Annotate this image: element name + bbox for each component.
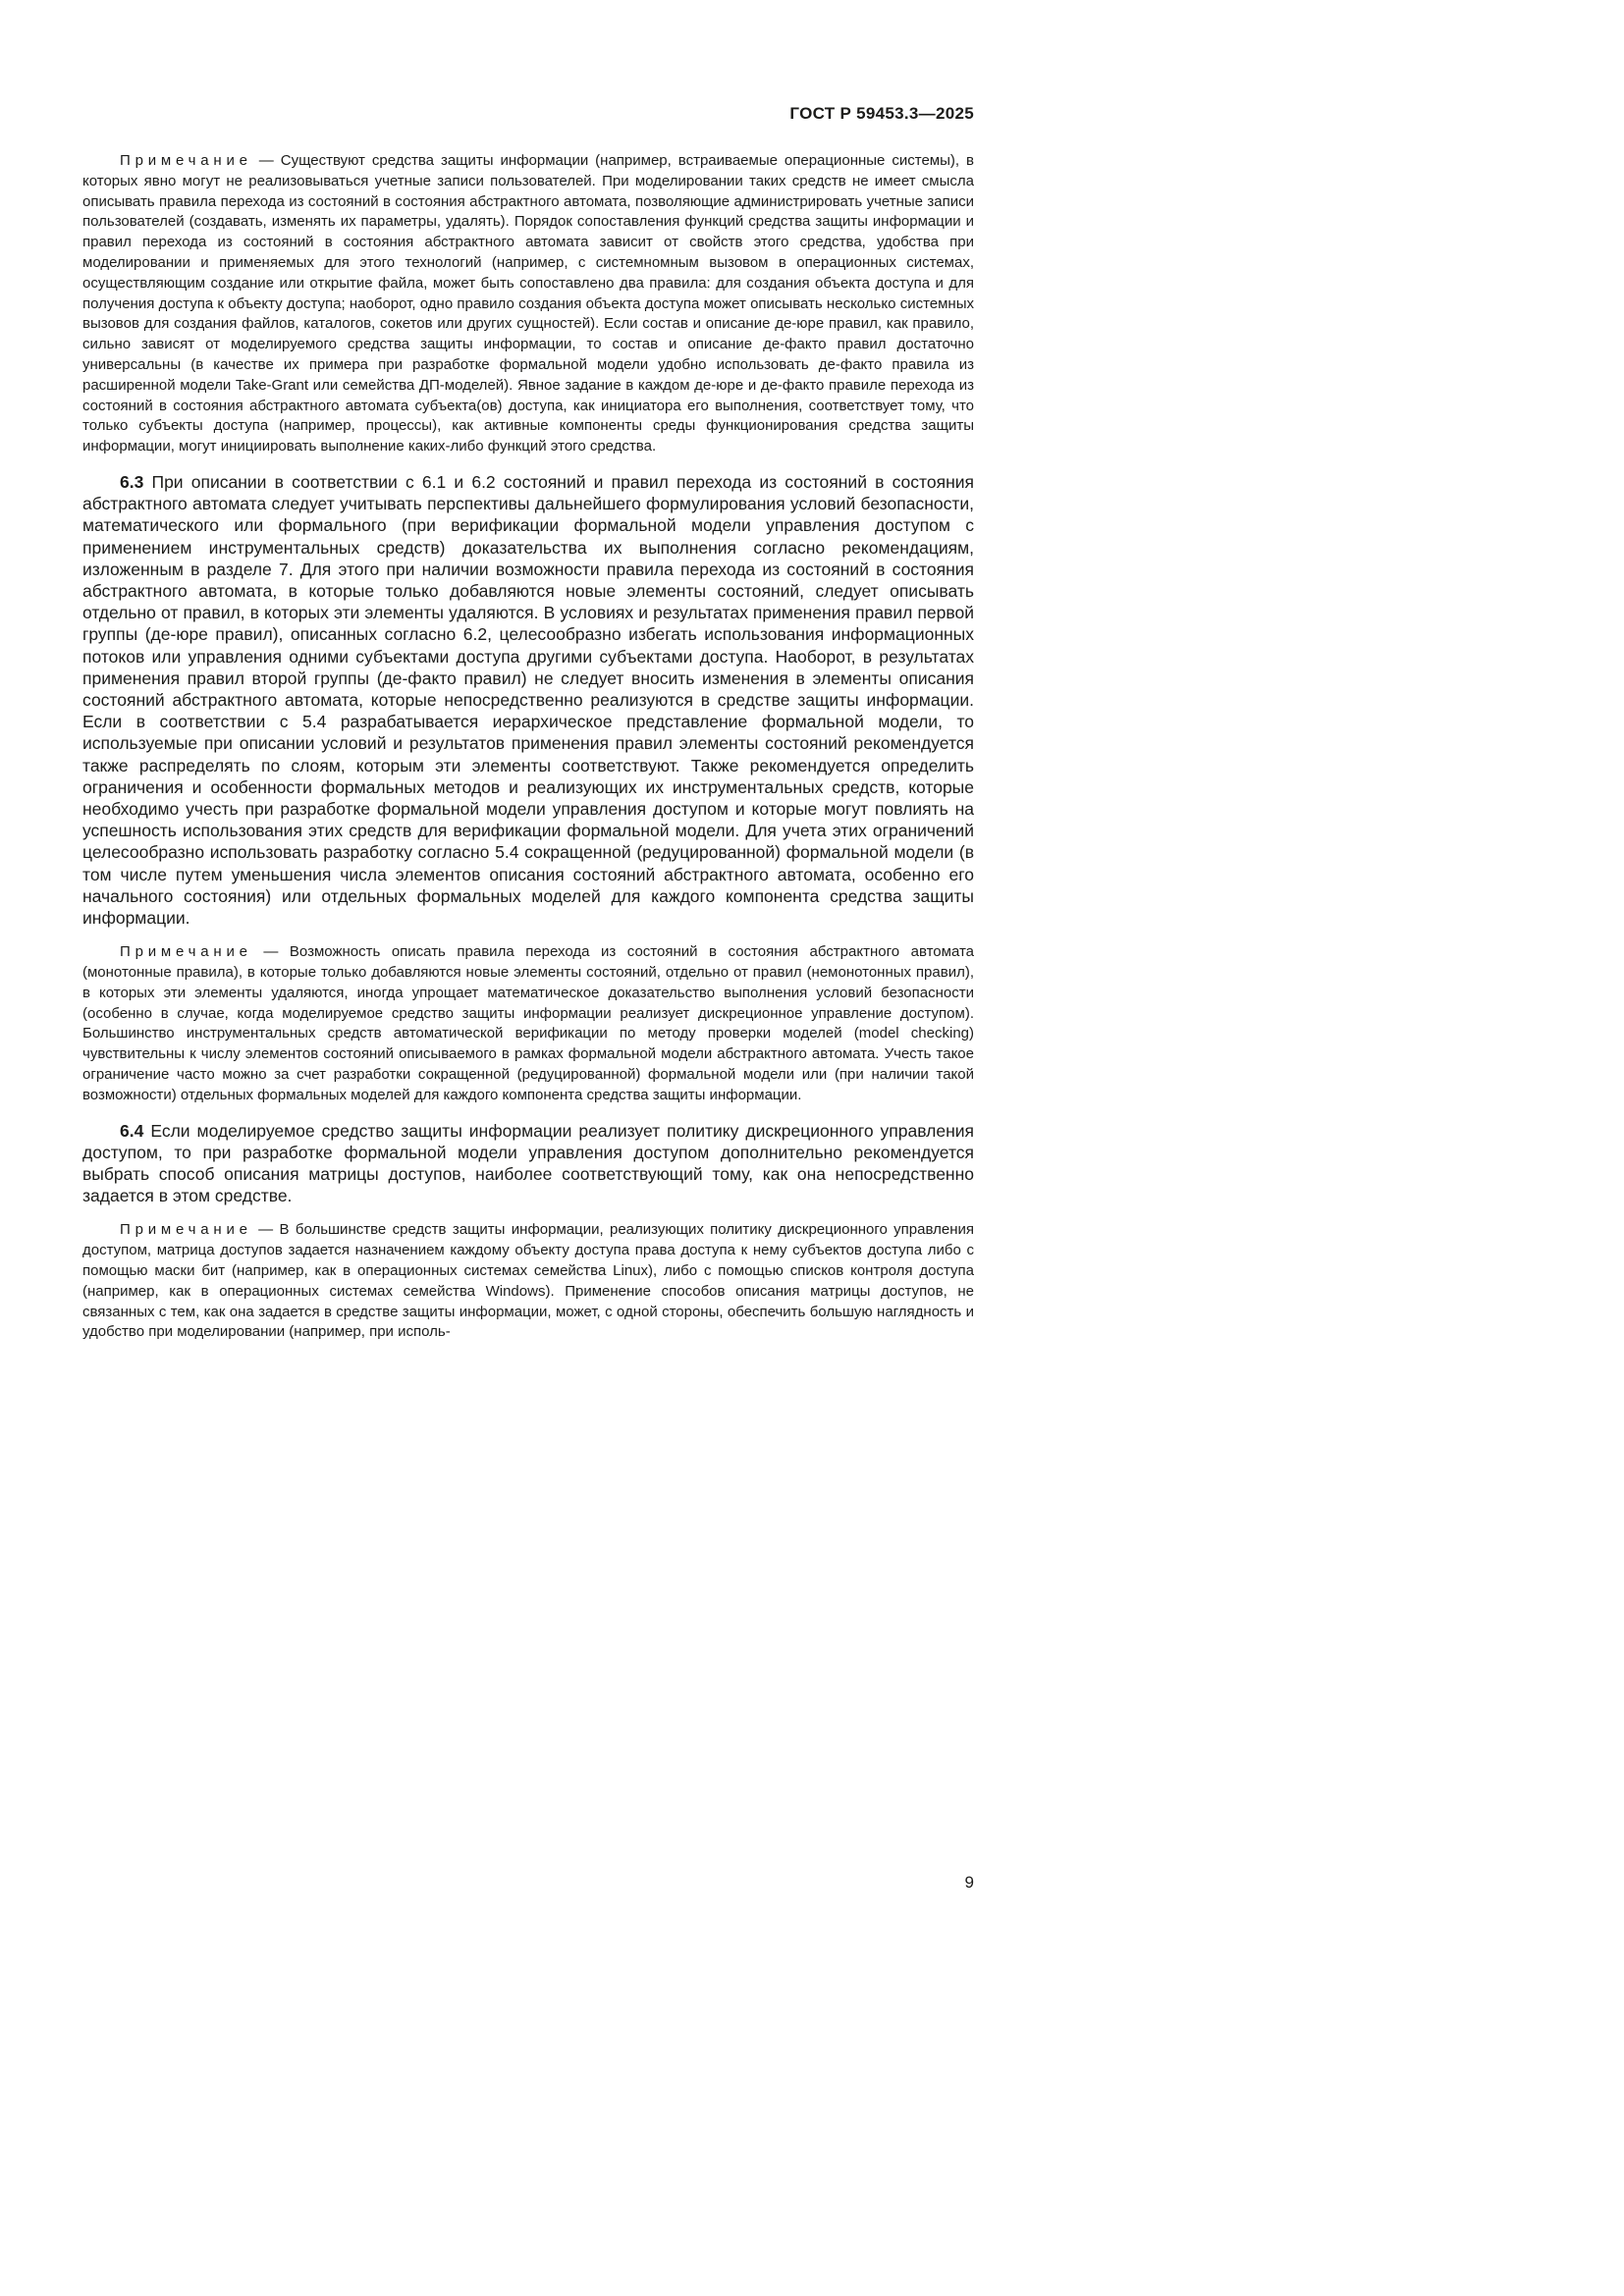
page-content [82, 104, 974, 1357]
note-text: — Существуют средства защиты информации (например, встраиваемые операционные системы), в которых явно могут не реализовываться учетные записи пользователей. При моделировании таких средств не имеет смысла описывать правила перехода из состояний в состояния абстрактного автомата, позволяющие администрировать учетные записи пользователей (создавать, изменять их параметры, удалять). Порядок сопоставления функций средства защиты информации и правил перехода из состояний в состояния абстрактного автомата зависит от свойств этого средства, удобства при моделировании и применяемых для этого технологий (например, с системномным вызовом в операционных системах, осуществляющим создание или открытие файла, может быть сопоставлено два правила: для создания объекта доступа и для получения доступа к объекту доступа; наоборот, одно правило создания объекта доступа может описывать несколько системных вызовов для создания файлов, каталогов, сокетов или других сущностей). Если состав и описание де-юре правил, как правило, сильно зависят от моделируемого средства защиты информации, то состав и описание де-факто правил достаточно универсальны (в качестве их примера при разработке формальной модели удобно использовать де-факто правила из расширенной модели Take-Grant или семейства ДП-моделей). Явное задание в каждом де-юре и де-факто правиле перехода из состояний в состояния абстрактного автомата субъекта(ов) доступа, как инициатора его выполнения, соответствует тому, что только субъекты доступа (например, процессы), как активные компоненты среды функционирования средства защиты информации, могут инициировать выполнение каких-либо функций этого средства. [82, 152, 974, 455]
note-paragraph-2 [82, 942, 974, 1105]
page-number: 9 [964, 1873, 974, 1892]
running-header [82, 104, 974, 124]
standard-designation: ГОСТ Р 59453.3—2025 [789, 104, 974, 123]
note-label: Примечание [120, 152, 252, 169]
clause-text: При описании в соответствии с 6.1 и 6.2 состояний и правил перехода из состояний в состояния абстрактного автомата следует учитывать перспективы дальнейшего формулирования условий безопасности, математического или формального (при верификации формальной модели управления доступом с применением инструментальных средств) доказательства их выполнения согласно рекомендациям, изложенным в разделе 7. Для этого при наличии возможности правила перехода из состояний в состояния абстрактного автомата, в которые только добавляются новые элементы состояний, следует описывать отдельно от правил, в которых эти элементы удаляются. В условиях и результатах применения правил первой группы (де-юре правил), описанных согласно 6.2, целесообразно избегать использования информационных потоков или управления одними субъектами доступа другими субъектами доступа. Наоборот, в результатах применения правил второй группы (де-факто правил) не следует вносить изменения в элементы описания состояний абстрактного автомата, которые непосредственно реализуются в средстве защиты информации. Если в соответствии с 5.4 разрабатывается иерархическое представление формальной модели, то используемые при описании условий и результатов применения правил элементы состояний рекомендуется также распределять по слоям, которым эти элементы соответствуют. Также рекомендуется определить ограничения и особенности формальных методов и реализующих их инструментальных средств, которые необходимо учесть при разработке формальной модели управления доступом и которые могут повлиять на успешность использования этих средств для верификации формальной модели. Для учета этих ограничений целесообразно использовать разработку согласно 5.4 сокращенной (редуцированной) формальной модели (в том числе путем уменьшения числа элементов описания состояний абстрактного автомата, особенно его начального состояния) или отдельных формальных моделей для каждого компонента средства защиты информации. [82, 471, 974, 929]
note-paragraph-1 [82, 151, 974, 457]
clause-number: 6.3 [120, 471, 144, 492]
note-text: — В большинстве средств защиты информации, реализующих политику дискреционного управления доступом, матрица доступов задается назначением каждому объекту доступа права доступа к нему субъектов доступа либо с помощью маски бит (например, как в операционных системах семейства Linux), либо с помощью списков контроля доступа (например, как в операционных системах семейства Windows). Применение способов описания матрицы доступов, не связанных с тем, как она задается в средстве защиты информации, может, с одной стороны, обеспечить большую наглядность и удобство при моделировании (например, при исполь- [82, 1221, 974, 1341]
note-paragraph-3 [82, 1220, 974, 1343]
note-text: — Возможность описать правила перехода из состояний в состояния абстрактного автомата (монотонные правила), в которые только добавляются новые элементы состояний, отдельно от правил (немонотонных правил), в которых эти элементы удаляются, иногда упрощает математическое доказательство выполнения условий безопасности (особенно в случае, когда моделируемое средство защиты информации реализует дискреционное управление доступом). Большинство инструментальных средств автоматической верификации по методу проверки моделей (model checking) чувствительны к числу элементов состояний описываемого в рамках формальной модели абстрактного автомата. Учесть такое ограничение часто можно за счет разработки сокращенной (редуцированной) формальной модели или (при наличии такой возможности) отдельных формальных моделей для каждого компонента средства защиты информации. [82, 943, 974, 1103]
note-label: Примечание [120, 1221, 252, 1239]
clause-6-4-paragraph [82, 1120, 974, 1207]
clause-number: 6.4 [120, 1120, 144, 1141]
clause-6-3-paragraph [82, 471, 974, 929]
clause-text: Если моделируемое средство защиты информации реализует политику дискреционного управления доступом, то при разработке формальной модели управления доступом дополнительно рекомендуется выбрать способ описания матрицы доступов, наиболее соответствующий тому, как она непосредственно задается в этом средстве. [82, 1120, 974, 1206]
note-label: Примечание [120, 943, 252, 961]
